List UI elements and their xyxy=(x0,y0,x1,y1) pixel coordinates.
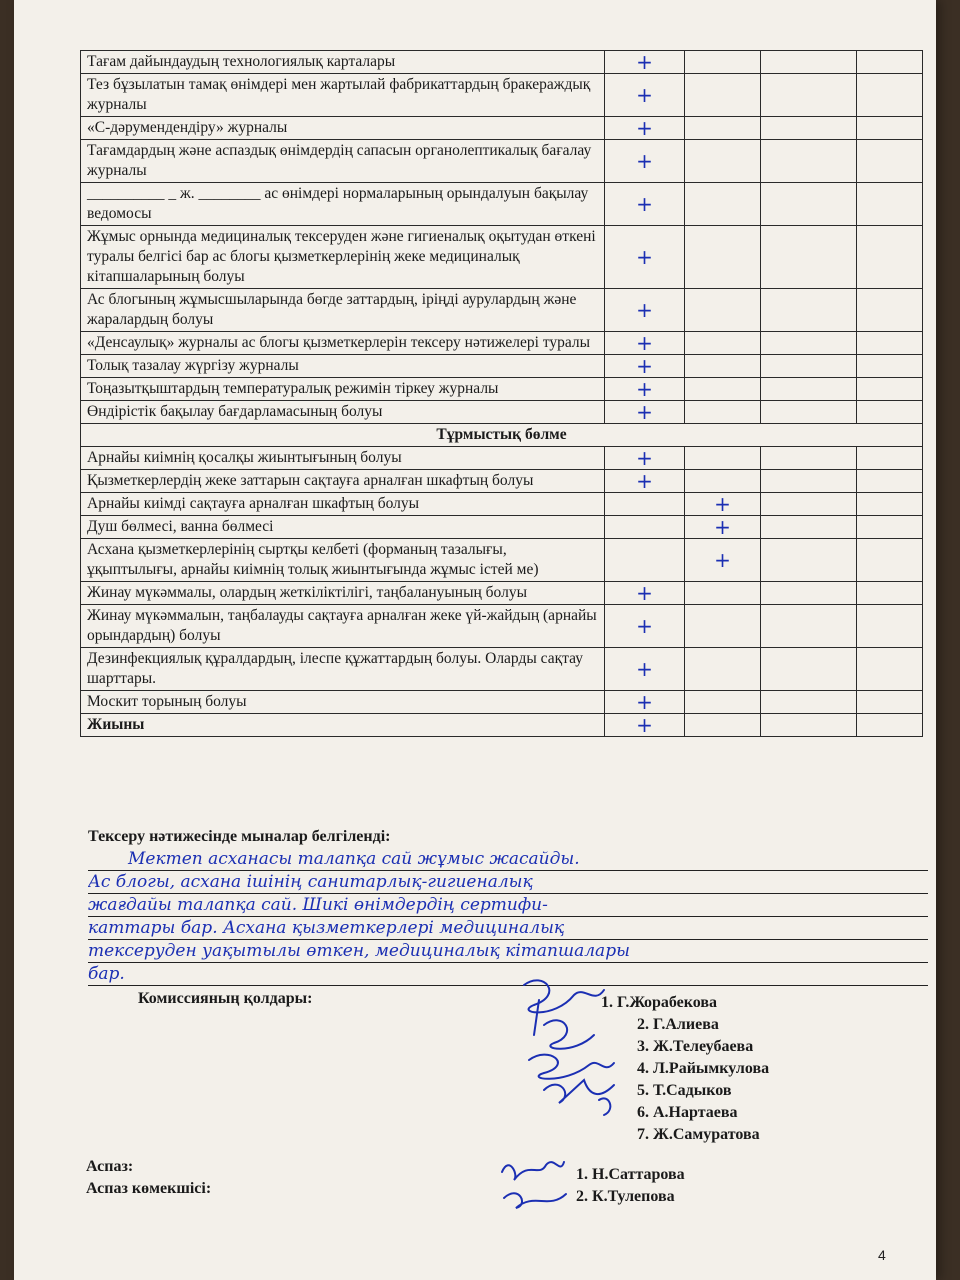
mark-cell xyxy=(761,117,857,140)
row-label: Жұмыс орнында медициналық тексеруден және гигиеналық оқытудан өткені туралы белгісі бар ас блогы қызметкерлерінің жеке медициналық кітапшаларының болуы xyxy=(81,226,605,289)
mark-cell xyxy=(685,470,761,493)
mark-cell xyxy=(761,493,857,516)
mark-cell xyxy=(857,226,923,289)
row-label: Тағамдардың және аспаздық өнімдердің сапасын органолептикалық бағалау журналы xyxy=(81,140,605,183)
note-line: тексеруден уақытылы өткен, медициналық кітапшалары xyxy=(88,940,928,963)
table-row xyxy=(81,117,923,140)
mark-cell xyxy=(685,74,761,117)
mark-cell xyxy=(857,539,923,582)
table-row xyxy=(81,183,923,226)
table-row xyxy=(81,539,923,582)
mark-cell xyxy=(605,539,685,582)
page-number: 4 xyxy=(878,1247,886,1263)
table-row xyxy=(81,447,923,470)
mark-cell xyxy=(761,355,857,378)
row-label: Толық тазалау жүргізу журналы xyxy=(81,355,605,378)
row-label: Жиыны xyxy=(81,714,605,737)
row-label: Қызметкерлердің жеке заттарын сақтауға арналған шкафтың болуы xyxy=(81,470,605,493)
section-row xyxy=(81,424,923,447)
mark-cell xyxy=(761,289,857,332)
mark-cell xyxy=(685,51,761,74)
assistant-cook-label: Аспаз көмекшісі: xyxy=(86,1180,212,1197)
check-mark: + xyxy=(685,516,761,539)
table-row xyxy=(81,401,923,424)
check-mark: + xyxy=(605,289,685,332)
check-mark: + xyxy=(685,539,761,582)
row-label: Тағам дайындаудың технологиялық карталары xyxy=(81,51,605,74)
check-mark: + xyxy=(605,648,685,691)
mark-cell xyxy=(761,140,857,183)
check-mark: + xyxy=(605,378,685,401)
commission-member: 1. Г.Жорабекова xyxy=(601,994,718,1011)
mark-cell xyxy=(761,401,857,424)
mark-cell xyxy=(857,401,923,424)
check-mark: + xyxy=(605,117,685,140)
commission-member: 6. А.Нартаева xyxy=(637,1104,738,1121)
commission-label: Комиссияның қолдары: xyxy=(138,990,313,1007)
mark-cell xyxy=(857,332,923,355)
table-row xyxy=(81,470,923,493)
mark-cell xyxy=(857,447,923,470)
mark-cell xyxy=(685,605,761,648)
table-row xyxy=(81,582,923,605)
table-row xyxy=(81,516,923,539)
mark-cell xyxy=(857,51,923,74)
mark-cell xyxy=(685,714,761,737)
mark-cell xyxy=(685,332,761,355)
mark-cell xyxy=(605,516,685,539)
row-label: Душ бөлмесі, ванна бөлмесі xyxy=(81,516,605,539)
row-label: Ас блогының жұмысшыларында бөгде заттардың, іріңді аурулардың және жаралардың болуы xyxy=(81,289,605,332)
mark-cell xyxy=(857,691,923,714)
check-mark: + xyxy=(605,691,685,714)
mark-cell xyxy=(761,183,857,226)
mark-cell xyxy=(761,714,857,737)
commission-member: 5. Т.Садыков xyxy=(637,1082,732,1099)
mark-cell xyxy=(685,648,761,691)
mark-cell xyxy=(857,648,923,691)
mark-cell xyxy=(857,470,923,493)
mark-cell xyxy=(761,582,857,605)
commission-member: 2. Г.Алиева xyxy=(637,1016,719,1033)
check-mark: + xyxy=(605,226,685,289)
row-label: __________ _ ж. ________ ас өнімдері нормаларының орындалуын бақылау ведомосы xyxy=(81,183,605,226)
mark-cell xyxy=(761,691,857,714)
document-page xyxy=(14,0,936,1280)
mark-cell xyxy=(685,226,761,289)
check-mark: + xyxy=(605,51,685,74)
mark-cell xyxy=(857,183,923,226)
mark-cell xyxy=(685,447,761,470)
mark-cell xyxy=(761,74,857,117)
mark-cell xyxy=(857,355,923,378)
commission-member: 7. Ж.Самуратова xyxy=(637,1126,760,1143)
mark-cell xyxy=(857,714,923,737)
mark-cell xyxy=(761,378,857,401)
row-label: Жинау мүкәммалы, олардың жеткіліктілігі, таңбалануының болуы xyxy=(81,582,605,605)
note-line: жағдайы талапқа сай. Шикі өнімдердің сертифи- xyxy=(88,894,928,917)
check-mark: + xyxy=(605,332,685,355)
check-mark: + xyxy=(605,470,685,493)
staff-signatures xyxy=(494,1150,574,1214)
check-mark: + xyxy=(605,74,685,117)
table-row xyxy=(81,51,923,74)
section-title: Тұрмыстық бөлме xyxy=(81,424,923,447)
row-label: Арнайы киімді сақтауға арналған шкафтың болуы xyxy=(81,493,605,516)
commission-member: 3. Ж.Телеубаева xyxy=(637,1038,754,1055)
mark-cell xyxy=(685,378,761,401)
mark-cell xyxy=(685,582,761,605)
mark-cell xyxy=(857,516,923,539)
mark-cell xyxy=(761,226,857,289)
assistant-cook-name: 2. К.Тулепова xyxy=(576,1188,675,1205)
mark-cell xyxy=(685,117,761,140)
row-label: «С-дәрумендендіру» журналы xyxy=(81,117,605,140)
note-line: Мектеп асханасы талапқа сай жұмыс жасайды. xyxy=(88,848,928,871)
row-label: Арнайы киімнің қосалқы жиынтығының болуы xyxy=(81,447,605,470)
table-row xyxy=(81,493,923,516)
row-label: Өндірістік бақылау бағдарламасының болуы xyxy=(81,401,605,424)
row-label: Асхана қызметкерлерінің сыртқы келбеті (форманың тазалығы, ұқыптылығы, арнайы киімнің толық жиынтығында жұмыс істей ме) xyxy=(81,539,605,582)
mark-cell xyxy=(761,648,857,691)
mark-cell xyxy=(761,332,857,355)
mark-cell xyxy=(761,539,857,582)
mark-cell xyxy=(857,117,923,140)
mark-cell xyxy=(761,516,857,539)
mark-cell xyxy=(857,378,923,401)
check-mark: + xyxy=(605,401,685,424)
table-row xyxy=(81,691,923,714)
mark-cell xyxy=(857,289,923,332)
checklist-table xyxy=(80,50,923,737)
note-line: бар. xyxy=(88,963,928,986)
check-mark: + xyxy=(605,355,685,378)
check-mark: + xyxy=(605,605,685,648)
row-label: Москит торының болуы xyxy=(81,691,605,714)
table-row xyxy=(81,289,923,332)
mark-cell xyxy=(857,140,923,183)
row-label: Дезинфекциялық құралдардың, ілеспе құжаттардың болуы. Оларды сақтау шарттары. xyxy=(81,648,605,691)
mark-cell xyxy=(761,470,857,493)
table-row xyxy=(81,378,923,401)
cook-label: Аспаз: xyxy=(86,1158,134,1175)
mark-cell xyxy=(761,447,857,470)
mark-cell xyxy=(685,401,761,424)
cook-name: 1. Н.Саттарова xyxy=(576,1166,685,1183)
total-row xyxy=(81,714,923,737)
note-line: каттары бар. Асхана қызметкерлері медициналық xyxy=(88,917,928,940)
table-row xyxy=(81,648,923,691)
table-row xyxy=(81,140,923,183)
check-mark: + xyxy=(605,183,685,226)
table-row xyxy=(81,74,923,117)
commission-members xyxy=(601,992,769,1146)
check-mark: + xyxy=(605,447,685,470)
mark-cell xyxy=(605,493,685,516)
row-label: Жинау мүкәммалын, таңбалауды сақтауға арналған жеке үй-жайдың (арнайы орындардың) болуы xyxy=(81,605,605,648)
mark-cell xyxy=(761,605,857,648)
check-mark: + xyxy=(605,582,685,605)
check-mark: + xyxy=(685,493,761,516)
staff-labels xyxy=(86,1156,211,1200)
check-mark: + xyxy=(605,140,685,183)
note-line: Ас блогы, асхана ішінің санитарлық-гигиеналық xyxy=(88,871,928,894)
mark-cell xyxy=(685,183,761,226)
mark-cell xyxy=(685,691,761,714)
commission-member: 4. Л.Райымкулова xyxy=(637,1060,770,1077)
mark-cell xyxy=(761,51,857,74)
row-label: Тез бұзылатын тамақ өнімдері мен жартылай фабрикаттардың бракераждық журналы xyxy=(81,74,605,117)
mark-cell xyxy=(857,582,923,605)
mark-cell xyxy=(857,493,923,516)
staff-names xyxy=(576,1164,685,1208)
row-label: Тоңазытқыштардың температуралық режимін тіркеу журналы xyxy=(81,378,605,401)
mark-cell xyxy=(857,74,923,117)
table-row xyxy=(81,355,923,378)
mark-cell xyxy=(685,289,761,332)
table-row xyxy=(81,605,923,648)
mark-cell xyxy=(685,355,761,378)
mark-cell xyxy=(857,605,923,648)
check-mark: + xyxy=(605,714,685,737)
table-row xyxy=(81,226,923,289)
mark-cell xyxy=(685,140,761,183)
notes-title: Тексеру нәтижесінде мыналар белгіленді: xyxy=(88,828,391,845)
row-label: «Денсаулық» журналы ас блогы қызметкерлерін тексеру нәтижелері туралы xyxy=(81,332,605,355)
table-row xyxy=(81,332,923,355)
